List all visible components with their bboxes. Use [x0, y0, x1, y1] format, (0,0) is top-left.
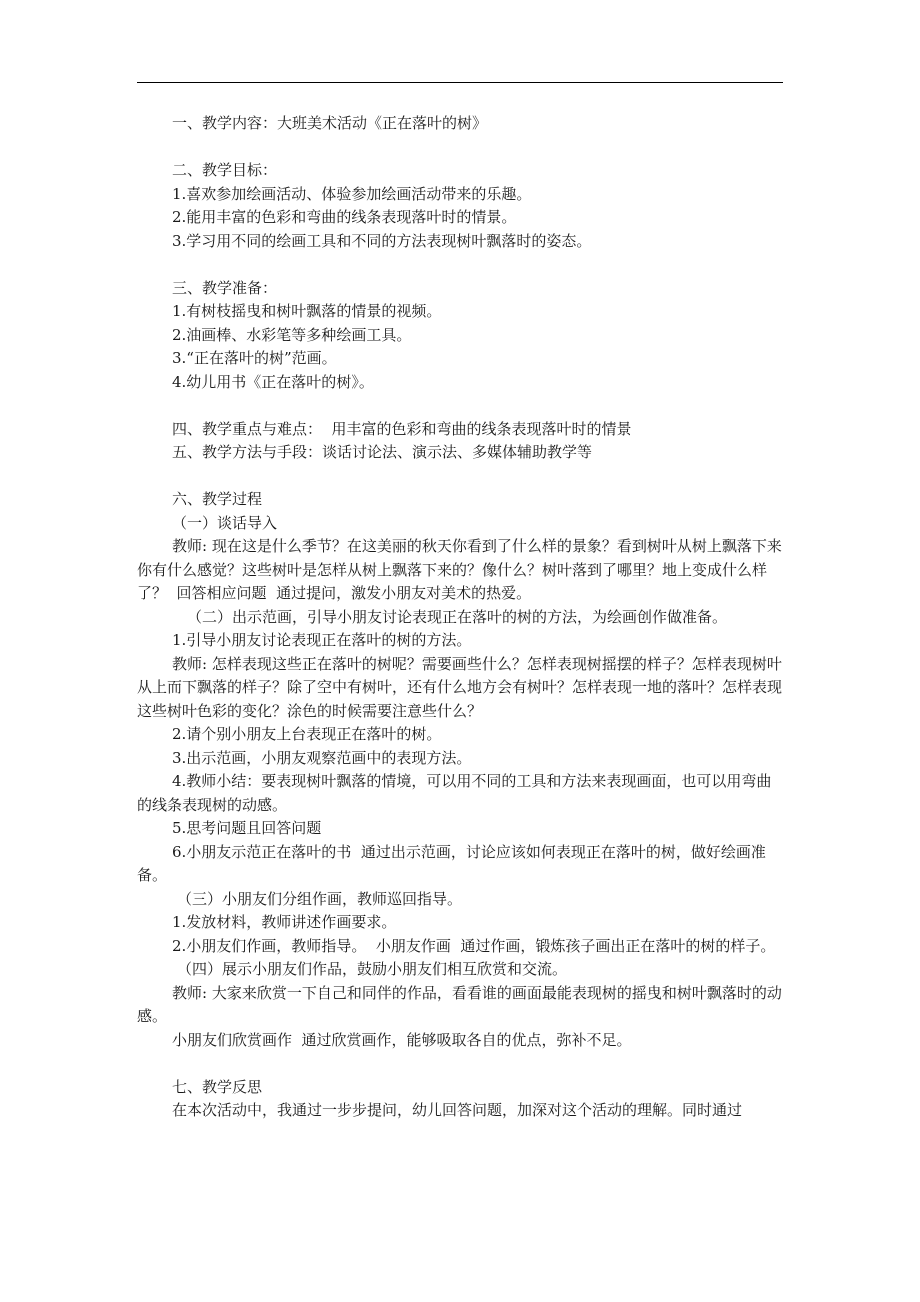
section-methods: 五、教学方法与手段：谈话讨论法、演示法、多媒体辅助教学等	[172, 443, 593, 461]
prep-item: 2.油画棒、水彩笔等多种绘画工具。	[172, 325, 412, 344]
section-preparation: 三、教学准备：	[172, 278, 278, 297]
step-paragraph: 教师: 大家来欣赏一下自己和同伴的作品，看看谁的画面最能表现树的摇曳和树叶飘落时的动感。	[137, 983, 782, 1025]
step-item: 5.思考问题且回答问题	[172, 819, 322, 837]
step-title: （二）出示范画，引导小朋友讨论表现正在落叶的树的方法，为绘画创作做准备。	[187, 607, 728, 626]
section-goals: 二、教学目标：	[172, 161, 278, 179]
section-process: 六、教学过程	[172, 490, 263, 508]
step-item: 2.请个别小朋友上台表现正在落叶的树。	[172, 725, 442, 743]
step-item: 1.发放材料，教师讲述作画要求。	[172, 913, 397, 931]
step-item: 小朋友们欣赏画作 通过欣赏画作，能够吸取各自的优点，弥补不足。	[172, 1030, 632, 1049]
reflection-paragraph: 在本次活动中，我通过一步步提问，幼儿回答问题，加深对这个活动的理解。同时通过	[172, 1101, 743, 1119]
step-paragraph: 6.小朋友示范正在落叶的书 通过出示范画，讨论应该如何表现正在落叶的树，做好绘画准备。	[137, 842, 766, 884]
prep-item: 4.幼儿用书《正在落叶的树》。	[172, 372, 374, 391]
step-title: （三）小朋友们分组作画，教师巡回指导。	[177, 889, 463, 908]
step-paragraph: 2.小朋友们作画，教师指导。 小朋友作画 通过作画，锻炼孩子画出正在落叶的树的样子。	[172, 936, 776, 955]
section-reflection: 七、教学反思	[172, 1077, 263, 1096]
prep-item: 1.有树枝摇曳和树叶飘落的情景的视频。	[172, 302, 442, 320]
step-paragraph: 4.教师小结：要表现树叶飘落的情境，可以用不同的工具和方法来表现画面，也可以用弯曲的线条表现树的动感。	[137, 772, 772, 814]
step-paragraph: 教师: 怎样表现这些正在落叶的树呢？需要画些什么？怎样表现树摇摆的样子？怎样表现树叶从上而下飘落的样子？除了空中有树叶，还有什么地方会有树叶？怎样表现一地的落叶？怎样表现这些树叶色彩的变化？涂色的时候需要注意些什么？	[137, 654, 783, 720]
step-title: （一）谈话导入	[172, 513, 278, 532]
goal-item: 1.喜欢参加绘画活动、体验参加绘画活动带来的乐趣。	[172, 184, 532, 203]
step-item: 3.出示范画，小朋友观察范画中的表现方法。	[172, 748, 472, 767]
prep-item: 3.“正在落叶的树”范画。	[172, 349, 337, 367]
goal-item: 2.能用丰富的色彩和弯曲的线条表现落叶时的情景。	[172, 208, 517, 226]
header-rule	[137, 82, 783, 83]
document-body	[137, 112, 784, 1123]
goal-item: 3.学习用不同的绘画工具和不同的方法表现树叶飘落时的姿态。	[172, 231, 592, 250]
section-content: 一、教学内容：大班美术活动《正在落叶的树》	[172, 114, 488, 132]
section-key-points: 四、教学重点与难点： 用丰富的色彩和弯曲的线条表现落叶时的情景	[172, 419, 632, 438]
step-paragraph: 教师: 现在这是什么季节？在这美丽的秋天你看到了什么样的景象？看到树叶从树上飘落下来你有什么感觉？这些树叶是怎样从树上飘落下来的？像什么？树叶落到了哪里？地上变成什么样了？ 回答相应问题 通过提问，激发小朋友对美术的热爱。	[137, 537, 782, 602]
step-title: （四）展示小朋友们作品，鼓励小朋友们相互欣赏和交流。	[177, 960, 568, 978]
step-item: 1.引导小朋友讨论表现正在落叶的树的方法。	[172, 631, 472, 649]
